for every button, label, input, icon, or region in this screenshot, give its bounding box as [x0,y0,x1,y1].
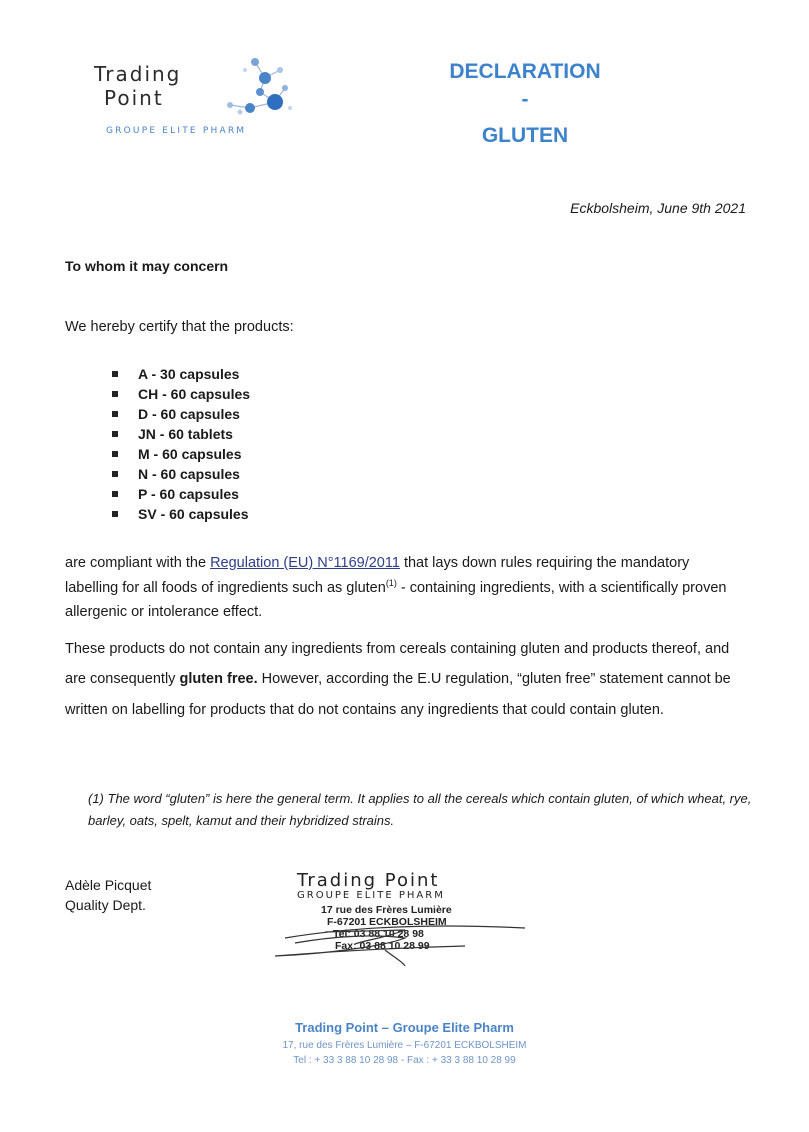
compliance-paragraph [65,552,745,625]
footer-title: Trading Point – Groupe Elite Pharm [295,1020,514,1035]
bullet-icon [112,431,118,437]
company-logo [80,50,320,150]
title-separator: - [521,88,529,111]
list-item [112,404,250,424]
footer-contact: Tel : + 33 3 88 10 28 98 - Fax : + 33 3 88 10 28 99 [293,1054,516,1066]
bullet-icon [112,511,118,517]
para1-after: - containing ingredients, with a scientifically proven allergenic or intolerance effect. [65,579,727,620]
stamp-subtitle: GROUPE ELITE PHARM [297,890,445,901]
molecule-icon [190,50,310,125]
logo-line1: Trading [94,62,182,86]
product-label: P - 60 capsules [138,486,239,502]
logo-tagline: GROUPE ELITE PHARM [106,126,247,136]
document-date: Eckbolsheim, June 9th 2021 [570,200,746,216]
product-label: A - 30 capsules [138,366,240,382]
gluten-free-statement: gluten free. [179,671,258,688]
stamp-title: Trading Point [297,870,440,891]
list-item [112,384,250,404]
para1-before: are compliant with the [65,555,211,571]
para2-before: These products do not contain any ingredients from cereals containing gluten and products thereof, and are consequently [65,641,730,688]
list-item [112,364,250,384]
product-label: CH - 60 capsules [138,386,251,402]
product-label: N - 60 capsules [138,466,240,482]
product-list [112,364,250,524]
signatory [65,875,151,916]
bullet-icon [112,451,118,457]
bullet-icon [112,491,118,497]
stamp-tel: Tel: 03 88 10 28 98 [333,928,424,940]
regulation-link[interactable]: Regulation (EU) N°1169/2011 [210,555,400,571]
product-label: SV - 60 capsules [138,506,249,522]
stamp-fax: Fax: 03 88 10 28 99 [335,940,430,952]
footnote-ref: (1) [385,577,397,588]
footnote: (1) The word “gluten” is here the general term. It applies to all the cereals which contain gluten, of which wheat, rye, barley, oats, spelt, kamut and their hybridized strains. [88,791,752,829]
product-label: M - 60 capsules [138,446,242,462]
footer [0,1018,809,1068]
para1-middle: that lays down rules requiring the mandatory labelling for all foods of ingredients such as gluten [65,555,690,596]
footer-address: 17, rue des Frères Lumière – F-67201 ECKBOLSHEIM [282,1039,527,1051]
stamp-address2: F-67201 ECKBOLSHEIM [327,916,447,928]
gluten-free-paragraph [65,634,745,725]
intro-text: We hereby certify that the products: [65,319,294,335]
company-stamp [265,868,565,978]
salutation: To whom it may concern [65,258,229,274]
list-item [112,444,250,464]
bullet-icon [112,371,118,377]
list-item [112,464,250,484]
list-item [112,504,250,524]
product-label: D - 60 capsules [138,406,240,422]
bullet-icon [112,411,118,417]
signatory-name: Adèle Picquet [65,877,152,893]
bullet-icon [112,391,118,397]
logo-line2: Point [104,86,164,110]
signatory-dept: Quality Dept. [65,897,146,914]
title-line1: DECLARATION [449,60,601,83]
list-item [112,424,250,444]
stamp-address1: 17 rue des Frères Lumière [321,904,452,916]
product-label: JN - 60 tablets [138,426,233,442]
para2-after: However, according the E.U regulation, “gluten free” statement cannot be written on labelling for products that do not contains any ingredients that could contain gluten. [65,671,731,718]
bullet-icon [112,471,118,477]
signature-icon [265,868,565,978]
list-item [112,484,250,504]
title-line2: GLUTEN [481,124,569,147]
